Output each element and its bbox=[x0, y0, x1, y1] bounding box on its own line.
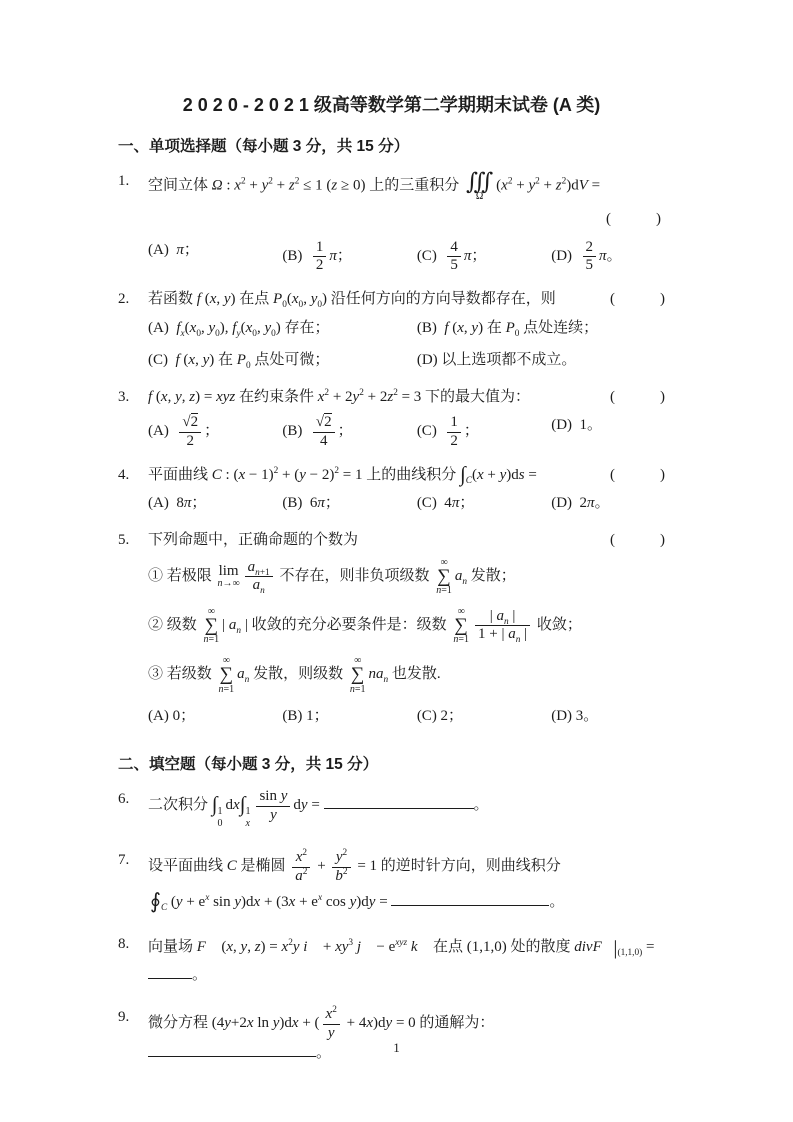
question-6 bbox=[118, 788, 665, 829]
question-5-option-a: (A) 0； bbox=[148, 707, 196, 724]
question-2-number: 2. bbox=[118, 291, 130, 308]
question-3-option-a: (A) $\frac{√2}{2}$ ； bbox=[148, 414, 220, 449]
question-5-item-3: ③ 若级数 ∞ ∑ n=1 $a_n$ 发散，则级数 ∞ ∑ n=1 $na_n$ 也发散. bbox=[148, 655, 441, 695]
question-1-option-d: (D) $\frac{2}{5}$ π。 bbox=[551, 238, 622, 273]
question-5-option-b: (B) 1； bbox=[282, 707, 329, 724]
question-1 bbox=[118, 170, 665, 274]
question-1-answer-paren: ( ) bbox=[606, 211, 661, 228]
question-4-option-d: (D) 2π。 bbox=[551, 495, 610, 512]
question-6-number: 6. bbox=[118, 791, 130, 808]
question-1-option-b: (B) $\frac{1}{2}$ π； bbox=[282, 238, 352, 273]
question-5 bbox=[118, 529, 665, 727]
question-4-stem: 平面曲线 C : $(x - 1)^2 + (y - 2)^2 = 1$ 上的曲线积分 $\int_C(x + y)ds$ = bbox=[148, 461, 537, 486]
question-5-options bbox=[118, 705, 665, 728]
question-8-number: 8. bbox=[118, 936, 130, 953]
question-5-option-d: (D) 3。 bbox=[551, 707, 599, 724]
question-2-option-c: (C) f (x, y) 在 $P_0$ 点处可微； bbox=[148, 352, 330, 372]
question-1-option-c: (C) $\frac{4}{5}$ π； bbox=[416, 238, 487, 273]
question-4-number: 4. bbox=[118, 466, 130, 483]
question-1-number: 1. bbox=[118, 173, 130, 190]
question-2-stem: 若函数 f (x, y) 在点 $P_0(x_0$, $y_0$) 沿任何方向的方向导数都存在，则 bbox=[148, 291, 556, 311]
section2-heading: 二、填空题（每小题 3 分，共 15 分） bbox=[118, 756, 379, 774]
question-7 bbox=[118, 849, 665, 913]
question-5-number: 5. bbox=[118, 531, 130, 548]
section1-heading: 一、单项选择题（每小题 3 分，共 15 分） bbox=[118, 138, 410, 155]
question-7-integral-line: $∮_C$ ($y + e^x$ $\sin y)dx + (3x + e^x$ cos y)dy = 。 bbox=[150, 888, 565, 913]
question-2-options-row1 bbox=[118, 317, 665, 340]
question-8-stem: 向量场 F⃗ (x, y, $z) = x^2y$ i⃗ + $xy^3$ j⃗ − $e^{xyz}$ k⃗ 在点 (1,1,0) 处的散度 $divF⃗|_{(1,1,0)}$ = 。 bbox=[148, 937, 655, 983]
question-2-answer-paren: ( ) bbox=[610, 291, 665, 308]
question-4-option-b: (B) 6π； bbox=[282, 495, 340, 512]
question-9-stem: 微分方程 (4y+2x ln y)dx + ( $\frac{x^2}{y}$ + 4x)dy = 0 的通解为： 。 bbox=[148, 1005, 495, 1061]
question-8 bbox=[118, 933, 665, 986]
question-3-options bbox=[118, 414, 665, 450]
question-1-stem: 空间立体 Ω : $x^2 + y^2 + z^2 \le 1$ (z ≥ 0) 上的三重积分 ∭ Ω $(x^2 + y^2 + z^2)dV$ = bbox=[148, 169, 601, 203]
question-7-stem: 设平面曲线 C 是椭圆 $\frac{x^2}{a^2}$ + $\frac{y^2}{b^2}$ = 1 的逆时针方向，则曲线积分 bbox=[148, 848, 561, 884]
question-1-options bbox=[118, 239, 665, 275]
question-4 bbox=[118, 461, 665, 515]
question-9-number: 9. bbox=[118, 1009, 130, 1026]
question-3-number: 3. bbox=[118, 388, 130, 405]
question-3-answer-paren: ( ) bbox=[610, 388, 665, 405]
question-2-option-d: (D) 以上选项都不成立。 bbox=[416, 352, 577, 369]
question-7-number: 7. bbox=[118, 852, 130, 869]
question-5-answer-paren: ( ) bbox=[610, 531, 665, 548]
question-6-stem: 二次积分 ∫ 1 0 dx∫ 1 x $\frac{\text{sin y}}{y}$ dy = 。 bbox=[148, 788, 489, 829]
question-3-stem: f (x, y, z) = xyz 在约束条件 $x^2 + 2y^2 + 2z^2 = 3$ 下的最大值为： bbox=[148, 387, 531, 405]
question-5-stem: 下列命题中，正确命题的个数为 bbox=[148, 531, 359, 548]
exam-title: 2 0 2 0 - 2 0 2 1 级高等数学第二学期期末试卷 (A 类) bbox=[182, 95, 601, 115]
question-4-options bbox=[118, 492, 665, 515]
question-2-options-row2 bbox=[118, 349, 665, 372]
question-4-option-a: (A) 8π； bbox=[148, 495, 207, 512]
question-3-option-c: (C) $\frac{1}{2}$ ； bbox=[416, 414, 479, 449]
question-1-option-a: (A) π； bbox=[148, 241, 199, 258]
page-number: 1 bbox=[393, 1040, 400, 1055]
question-3-option-b: (B) $\frac{√2}{4}$ ； bbox=[282, 414, 353, 449]
question-5-option-c: (C) 2； bbox=[416, 707, 464, 724]
question-5-item-1: ① 若极限 lim n→∞ $\frac{a_{n+1}}{a_n}$ 不存在，则非负项级数 ∞ ∑ n=1 $a_n$ 发散； bbox=[148, 557, 516, 597]
question-2-option-b: (B) f (x, y) 在 $P_0$ 点处连续； bbox=[416, 319, 599, 339]
question-2 bbox=[118, 288, 665, 372]
question-5-item-2: ② 级数 ∞ ∑ n=1 | $a_n$ | 收敛的充分必要条件是：级数 ∞ ∑ n=1 $\frac{| a_n |}{1 + | a_n |}$ 收敛； bbox=[148, 606, 582, 646]
question-3-option-d: (D) 1。 bbox=[551, 417, 603, 434]
question-4-answer-paren: ( ) bbox=[610, 466, 665, 483]
question-2-option-a: (A) $f_x(x_0$, $y_0$), $f_y(x_0$, $y_0$) 存在； bbox=[148, 319, 330, 339]
question-4-option-c: (C) 4π； bbox=[416, 495, 475, 512]
question-3 bbox=[118, 386, 665, 450]
